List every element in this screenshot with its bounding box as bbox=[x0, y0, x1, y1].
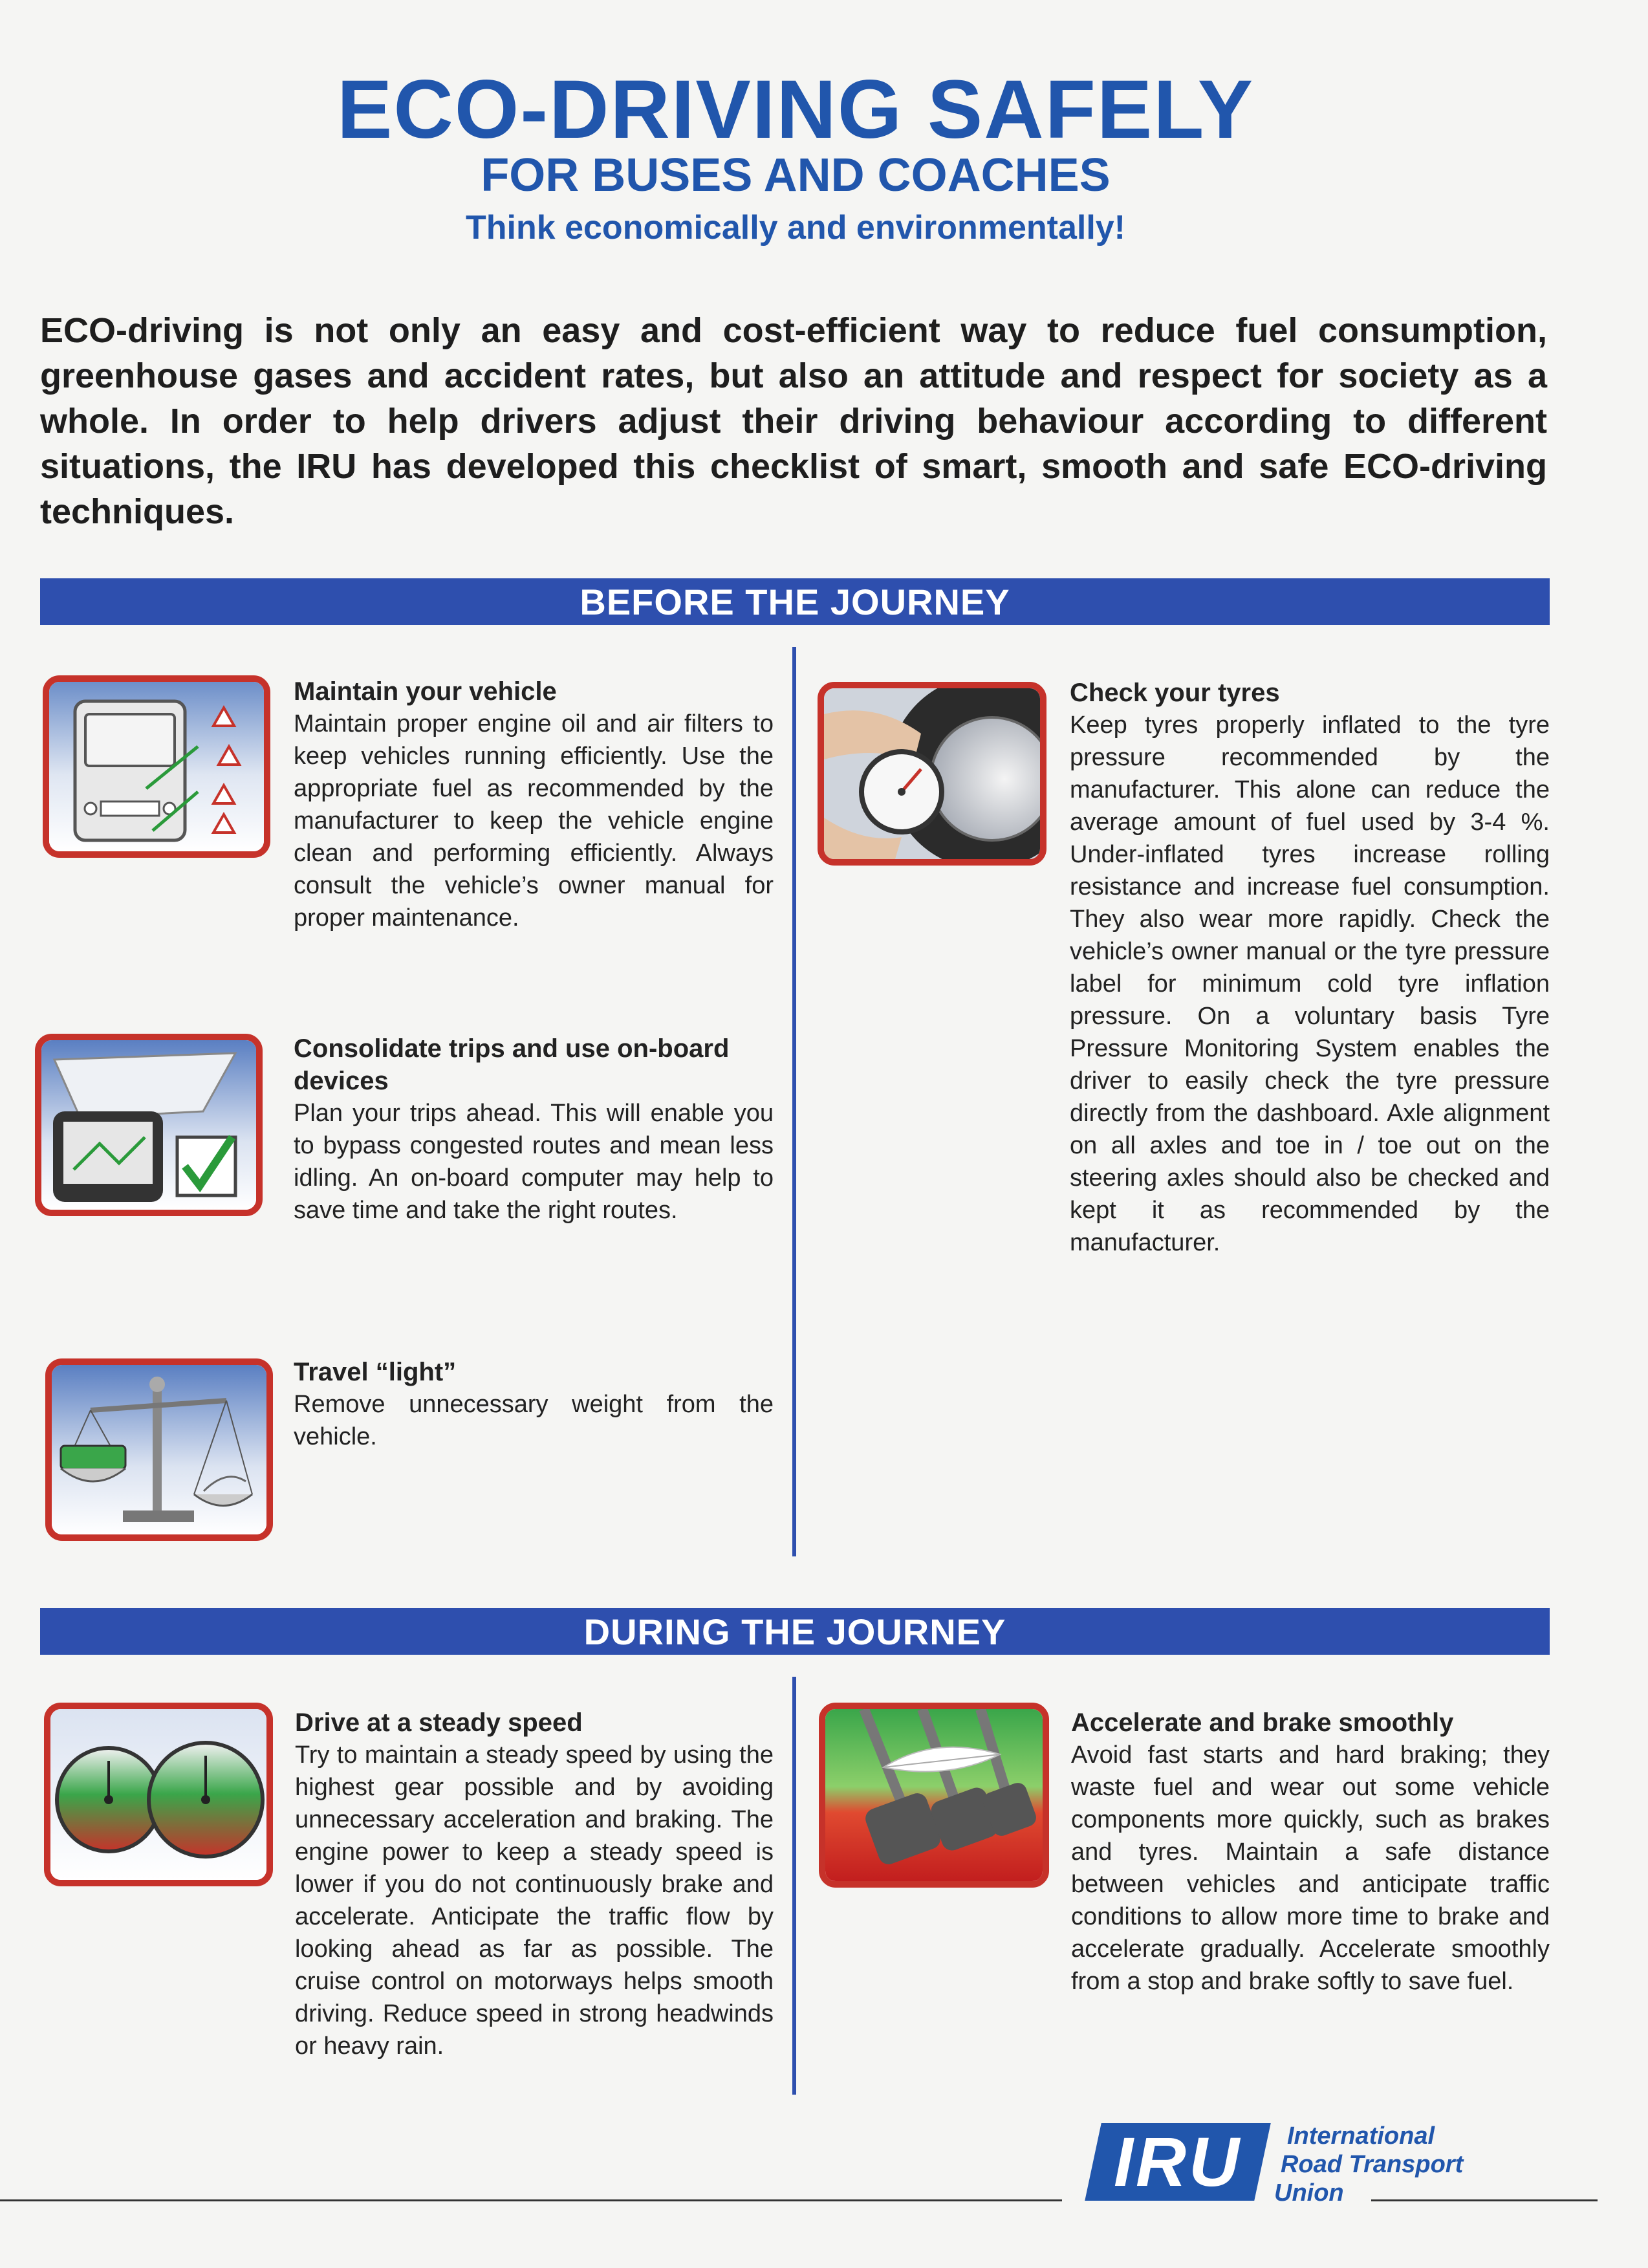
column-divider bbox=[792, 647, 796, 1556]
pedals-feather-icon bbox=[819, 1703, 1049, 1888]
section-title-before: BEFORE THE JOURNEY bbox=[580, 581, 1010, 622]
org-line-3: Union bbox=[1274, 2179, 1344, 2207]
scale-icon bbox=[45, 1358, 273, 1541]
iru-logo bbox=[1085, 2123, 1271, 2201]
intro-paragraph: ECO-driving is not only an easy and cost-efficient way to reduce fuel consumption, greenhouse gases and accident rates, but also an attitude and respect for society as a whole. In order to help drivers adjust their driving behaviour according to different situations, the IRU has developed this checklist of smart, smooth and safe ECO-driving techniques. bbox=[40, 311, 1547, 531]
item-heading: Accelerate and brake smoothly bbox=[1071, 1708, 1454, 1737]
page-subtitle: FOR BUSES AND COACHES bbox=[481, 149, 1111, 201]
footer-rule-left bbox=[0, 2199, 1062, 2201]
org-line-1: International bbox=[1287, 2122, 1435, 2150]
item-body: Avoid fast starts and hard braking; they waste fuel and wear out some vehicle components more quickly, such as brakes and tyres. Maintain a safe distance between vehicles and anticipate traffic conditions to allow more time to brake and accelerate gradually. Accelerate smoothly from a stop and brake softly to save fuel. bbox=[1071, 1741, 1550, 1995]
iru-logo-text: IRU bbox=[1114, 2122, 1242, 2201]
item-heading: Travel “light” bbox=[294, 1358, 457, 1386]
iru-org-name bbox=[1274, 2122, 1559, 2207]
org-line-2: Road Transport bbox=[1281, 2151, 1464, 2178]
item-body: Try to maintain a steady speed by using the highest gear possible and by avoiding unnecessary acceleration and braking. The engine power to keep a steady speed is lower if you do not continuously brake and accelerate. Anticipate the traffic flow by looking ahead as far as possible. The cruise control on motorways helps smooth driving. Reduce speed in strong headwinds or heavy rain. bbox=[295, 1741, 774, 2060]
item-body: Keep tyres properly inflated to the tyre pressure recommended by the manufacturer. This alone can reduce the average amount of fuel used by 3-4 %. Under-inflated tyres increase rolling resistance and increase fuel consumption. They also wear more rapidly. Check the vehicle’s owner manual or the tyre pressure label for minimum cold tyre inflation pressure. On a voluntary basis Tyre Pressure Monitoring System enables the driver to easily check the tyre pressure directly from the dashboard. Axle alignment on all axles and toe in / toe out on the steering axles should also be checked and kept it as recommended by the manufacturer. bbox=[1070, 712, 1550, 1256]
item-travel-light bbox=[294, 1356, 774, 1453]
navigation-device-icon bbox=[35, 1034, 263, 1216]
section-band-before bbox=[40, 578, 1550, 625]
column-divider bbox=[792, 1677, 796, 2095]
item-heading: Consolidate trips and use on-board devices bbox=[294, 1034, 730, 1095]
item-heading: Drive at a steady speed bbox=[295, 1708, 583, 1737]
section-title-during: DURING THE JOURNEY bbox=[583, 1611, 1006, 1652]
item-consolidate-trips bbox=[294, 1032, 774, 1227]
section-band-during bbox=[40, 1608, 1550, 1655]
item-check-tyres bbox=[1070, 677, 1550, 1259]
speedometer-icon bbox=[44, 1703, 273, 1886]
item-heading: Maintain your vehicle bbox=[294, 677, 557, 706]
item-body: Maintain proper engine oil and air filters to keep vehicles running efficiently. Use the appropriate fuel as recommended by the manufacturer to keep the vehicle engine clean and performing efficiently. Always consult the vehicle’s owner manual for proper maintenance. bbox=[294, 710, 774, 932]
page-tagline: Think economically and environmentally! bbox=[465, 209, 1126, 246]
item-body: Remove unnecessary weight from the vehicle. bbox=[294, 1391, 774, 1450]
item-accelerate-brake bbox=[1071, 1706, 1550, 1998]
item-steady-speed bbox=[295, 1706, 774, 2062]
tyre-gauge-icon bbox=[818, 682, 1046, 866]
item-maintain-vehicle bbox=[294, 675, 774, 934]
bus-maintenance-icon bbox=[43, 675, 270, 858]
item-heading: Check your tyres bbox=[1070, 679, 1280, 707]
page-title: ECO-DRIVING SAFELY bbox=[336, 63, 1255, 156]
item-body: Plan your trips ahead. This will enable you to bypass congested routes and mean less idling. An on-board computer may help to save time and take the right routes. bbox=[294, 1100, 774, 1224]
